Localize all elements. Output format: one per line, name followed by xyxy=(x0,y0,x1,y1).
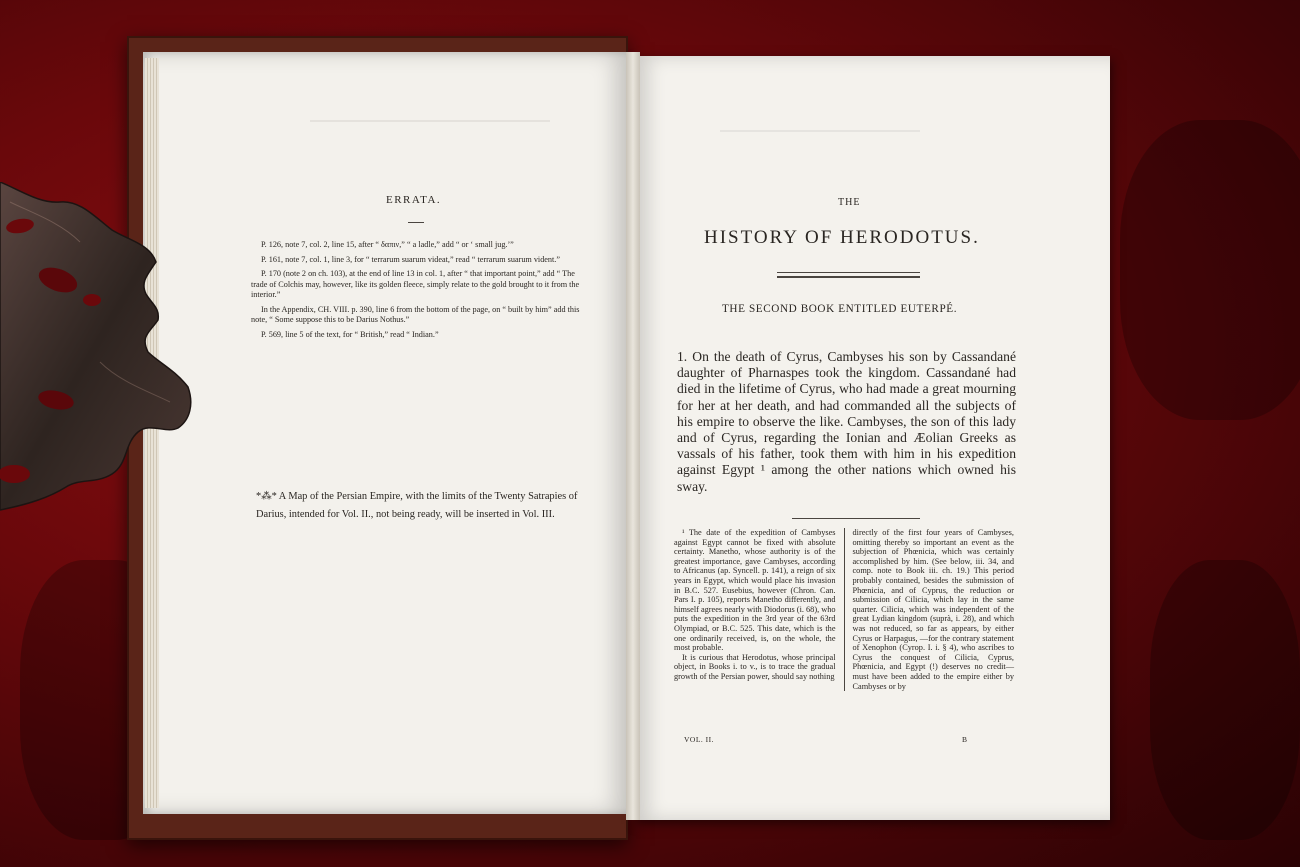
footnote-rule xyxy=(792,518,920,519)
signature-volume: VOL. II. xyxy=(684,735,715,744)
show-through-text xyxy=(310,110,550,122)
title-double-rule xyxy=(777,272,920,273)
title-the: THE xyxy=(838,197,861,208)
book-subtitle: THE SECOND BOOK ENTITLED EUTERPÉ. xyxy=(722,303,958,315)
footnote-paragraph: ¹ The date of the expedition of Cambyses against Egypt cannot be fixed with absolute certainty. Manetho, whose authority is of the greatest importance, gave Cambyses, according to Africanus (ap. Syncell. p. 141), a reign of six years in Egypt, which would place his invasion in B.C. 527. Eusebius, however (Chron. Can. Pars I. p. 105), reports Manetho differently, and himself agrees nearly with Diodorus (i. 68), who puts the expedition in the 3rd year of the 63rd Olympiad, or B.C. 525. This date, which is the one ordinarily received, is, on the whole, the most probable. xyxy=(674,528,836,653)
footnote-column-left xyxy=(674,528,836,691)
left-page xyxy=(143,52,633,814)
velvet-fold xyxy=(1120,120,1300,420)
main-text: 1. On the death of Cyrus, Cambyses his son by Cassandané daughter of Pharnaspes took the kingdom. Cassandané had died in the lifetime of Cyrus, who had made a great mourning for her at her death, and had commanded all the subjects of his empire to observe the like. Cambyses, the son of this lady and of Cyrus, regarding the Ionian and Æolian Greeks as vassals of his father, took them with him in his expedition against Egypt ¹ among the other nations which owned his sway. xyxy=(677,349,1016,494)
errata-item: P. 161, note 7, col. 1, line 3, for “ terrarum suarum videat,” read “ terrarum suarum vident.” xyxy=(261,254,560,264)
footnote-column-right xyxy=(852,528,1014,691)
footnotes xyxy=(674,528,1014,691)
map-note: *⁂* A Map of the Persian Empire, with the limits of the Twenty Satrapies of Darius, intended for Vol. II., not being ready, will be inserted in Vol. III. xyxy=(256,491,578,520)
footnote-paragraph: It is curious that Herodotus, whose principal object, in Books i. to v., is to trace the gradual growth of the Persian power, should say nothing xyxy=(674,652,836,681)
errata-rule xyxy=(408,222,424,223)
footnote-column-divider xyxy=(844,528,845,691)
errata-item: P. 170 (note 2 on ch. 103), at the end of line 13 in col. 1, after “ that important point,” add “ The trade of Colchis may, however, like its golden fleece, simply relate to the gold brought to it from the interior.” xyxy=(251,269,580,299)
errata-list xyxy=(251,240,585,344)
book-gutter xyxy=(626,52,640,820)
metal-bookmark xyxy=(0,182,200,512)
errata-item: P. 569, line 5 of the text, for “ British,” read “ Indian.” xyxy=(261,329,439,339)
show-through-text xyxy=(720,120,920,132)
title-double-rule xyxy=(777,276,920,278)
errata-item: P. 126, note 7, col. 2, line 15, after “ δαπιν,” “ a ladle,” add “ or ‘ small jug.’” xyxy=(261,240,514,249)
page-title: HISTORY OF HERODOTUS. xyxy=(704,227,980,248)
footnote-paragraph: directly of the first four years of Cambyses, omitting thereby so important an event as the subjection of Phœnicia, which was certainly accomplished by him. (See below, iii. 34, and comp. note to Book iii. ch. 19.) This period probably contained, besides the submission of Phœnicia, and of Cyprus, the reduction or submission of Cilicia, which lay in the same quarter. Cilicia, which was independent of the great Lydian kingdom (suprà, i. 28), and which was not reduced, so far as appears, by either Cyrus or Harpagus, —for the contrary statement of Xenophon (Cyrop. I. i. § 4), who ascribes to Cyrus the conquest of Cilicia, Cyprus, Phœnicia, and Egypt (!) deserves no credit—must have been added to the empire either by Cambyses or by xyxy=(852,528,1014,691)
signature-letter: B xyxy=(962,735,968,744)
errata-item: In the Appendix, CH. VIII. p. 390, line 6 from the bottom of the page, on “ built by him” add this note, “ Some suppose this to be Darius Nothus.” xyxy=(251,304,580,324)
errata-title: ERRATA. xyxy=(386,194,442,206)
velvet-fold xyxy=(1150,560,1300,840)
